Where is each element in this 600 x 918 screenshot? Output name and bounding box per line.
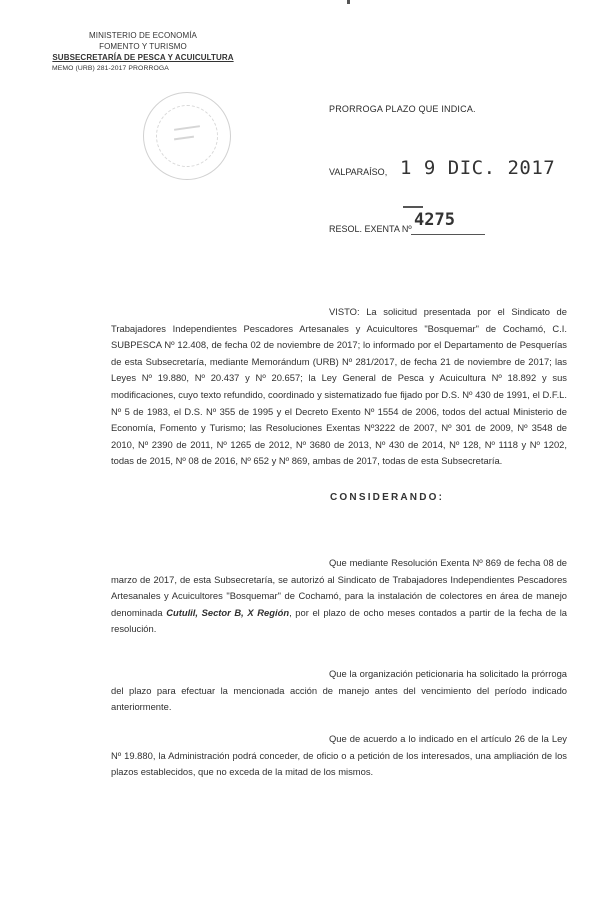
considerando-paragraph-1: Que mediante Resolución Exenta Nº 869 de fecha 08 de marzo de 2017, de esta Subsecretaría, se autorizó al Sindicato de Trabajadores Independientes Pescadores Artesanales y Acuicultores "Bosquemar" de Cochamó, para la instalación de colectores en área de manejo denominada Cutulil, Sector B, X Región, por el plazo de ocho meses contados a partir de la fecha de la resolución. — [111, 557, 567, 635]
considerando-paragraph-2: Que la organización peticionaria ha solicitado la prórroga del plazo para efectuar la mencionada acción de manejo antes del vencimiento del período indicado anteriormente. — [111, 668, 567, 713]
scan-mark — [347, 0, 350, 4]
official-seal-stamp — [143, 92, 231, 180]
place-label: VALPARAÍSO, — [329, 167, 388, 177]
stamped-date: 1 9 DIC. 2017 — [400, 157, 556, 179]
subsecretaria-line: SUBSECRETARÍA DE PESCA Y ACUICULTURA — [52, 53, 234, 62]
handwritten-mark — [403, 206, 423, 208]
ministry-line-1: MINISTERIO DE ECONOMÍA — [89, 31, 197, 40]
subject-line: PRORROGA PLAZO QUE INDICA. — [329, 104, 476, 114]
resolution-line — [329, 210, 455, 234]
memo-reference: MEMO (URB) 281-2017 PRORROGA — [52, 65, 169, 72]
considerando-heading: CONSIDERANDO: — [330, 492, 445, 503]
area-name: Cutulil, Sector B, X Región — [166, 606, 290, 618]
visto-label: VISTO: — [329, 306, 360, 317]
visto-text: La solicitud presentada por el Sindicato de Trabajadores Independientes Pescadores Artesanales y Acuicultores "Bosquemar" de Cochamó, C.I. SUBPESCA Nº 12.408, de fecha 02 de noviembre de 2017; lo informado por el Departamento de Pesquerías de esta Subsecretaría, mediante Memorándum (URB) Nº 281/2017, de fecha 21 de noviembre de 2017; las Leyes Nº 19.880, Nº 20.437 y Nº 20.657; la Ley General de Pesca y Acuicultura Nº 18.892 y sus modificaciones, cuyo texto refundido, coordinado y sistematizado fue fijado por D.S. Nº 430 de 1991, el D.F.L. Nº 5 de 1983, el D.S. Nº 355 de 1995 y el Decreto Exento Nº 1554 de 2006, todos del actual Ministerio de Economía, Fomento y Turismo; las Resoluciones Exentas Nº3222 de 2007, Nº 301 de 2009, Nº 3548 de 2010, Nº 2390 de 2011, Nº 1265 de 2012, Nº 3680 de 2013, Nº 430 de 2014, Nº 128, Nº 1118 y Nº 1202, todas de 2015, Nº 08 de 2016, Nº 652 y Nº 869, ambas de 2017, todas de esta Subsecretaría. — [111, 306, 567, 467]
resolution-number: 4275 — [414, 210, 455, 230]
visto-paragraph — [111, 304, 567, 470]
ministry-line-2: FOMENTO Y TURISMO — [99, 42, 187, 51]
resolution-label: RESOL. EXENTA Nº — [329, 224, 412, 234]
letterhead — [48, 30, 238, 74]
considerando-paragraph-3: Que de acuerdo a lo indicado en el artículo 26 de la Ley Nº 19.880, la Administración podrá conceder, de oficio o a petición de los interesados, una ampliación de los plazos establecidos, que no exceda de la mitad de los mismos. — [111, 733, 567, 778]
